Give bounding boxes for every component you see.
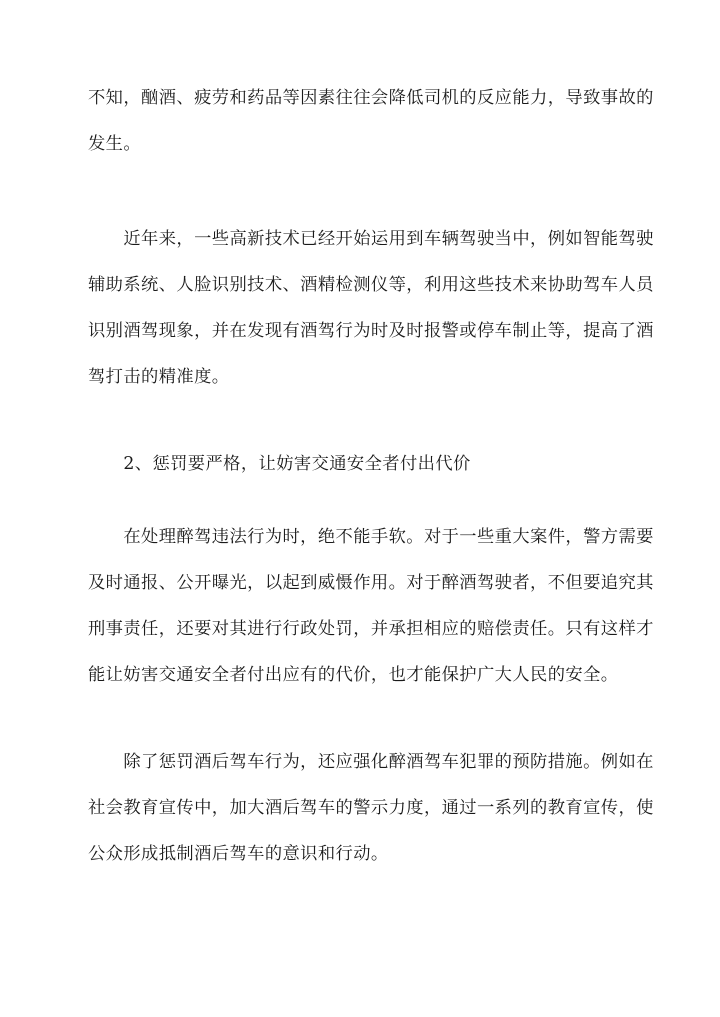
text-line: 不知，酗酒、疲劳和药品等因素往往会降低司机的反应能力，导致事故的 [88, 88, 654, 108]
text-line: 驾打击的精准度。 [88, 367, 230, 387]
paragraph-1 [88, 75, 654, 167]
text-line: 刑事责任，还要对其进行行政处罚，并承担相应的赔偿责任。只有这样才 [88, 619, 654, 639]
text-line: 能让妨害交通安全者付出应有的代价，也才能保护广大人民的安全。 [88, 665, 619, 685]
section-heading [88, 441, 636, 487]
text-line: 近年来，一些高新技术已经开始运用到车辆驾驶当中，例如智能驾驶 [88, 229, 654, 249]
paragraph-2 [88, 216, 654, 400]
text-line: 公众形成抵制酒后驾车的意识和行动。 [88, 844, 389, 864]
text-line: 在处理醉驾违法行为时，绝不能手软。对于一些重大案件，警方需要 [88, 527, 654, 547]
text-line: 发生。 [88, 134, 142, 154]
paragraph-5 [88, 739, 654, 877]
text-line: 除了惩罚酒后驾车行为，还应强化醉酒驾车犯罪的预防措施。例如在 [88, 752, 654, 772]
paragraph-4 [88, 514, 654, 698]
text-line: 社会教育宣传中，加大酒后驾车的警示力度，通过一系列的教育宣传，使 [88, 798, 654, 818]
text-line: 辅助系统、人脸识别技术、酒精检测仪等，利用这些技术来协助驾车人员 [88, 275, 654, 295]
text-line: 及时通报、公开曝光，以起到威慑作用。对于醉酒驾驶者，不但要追究其 [88, 573, 654, 593]
text-line: 识别酒驾现象，并在发现有酒驾行为时及时报警或停车制止等，提高了酒 [88, 321, 654, 341]
text-line: 2、惩罚要严格，让妨害交通安全者付出代价 [88, 454, 471, 474]
